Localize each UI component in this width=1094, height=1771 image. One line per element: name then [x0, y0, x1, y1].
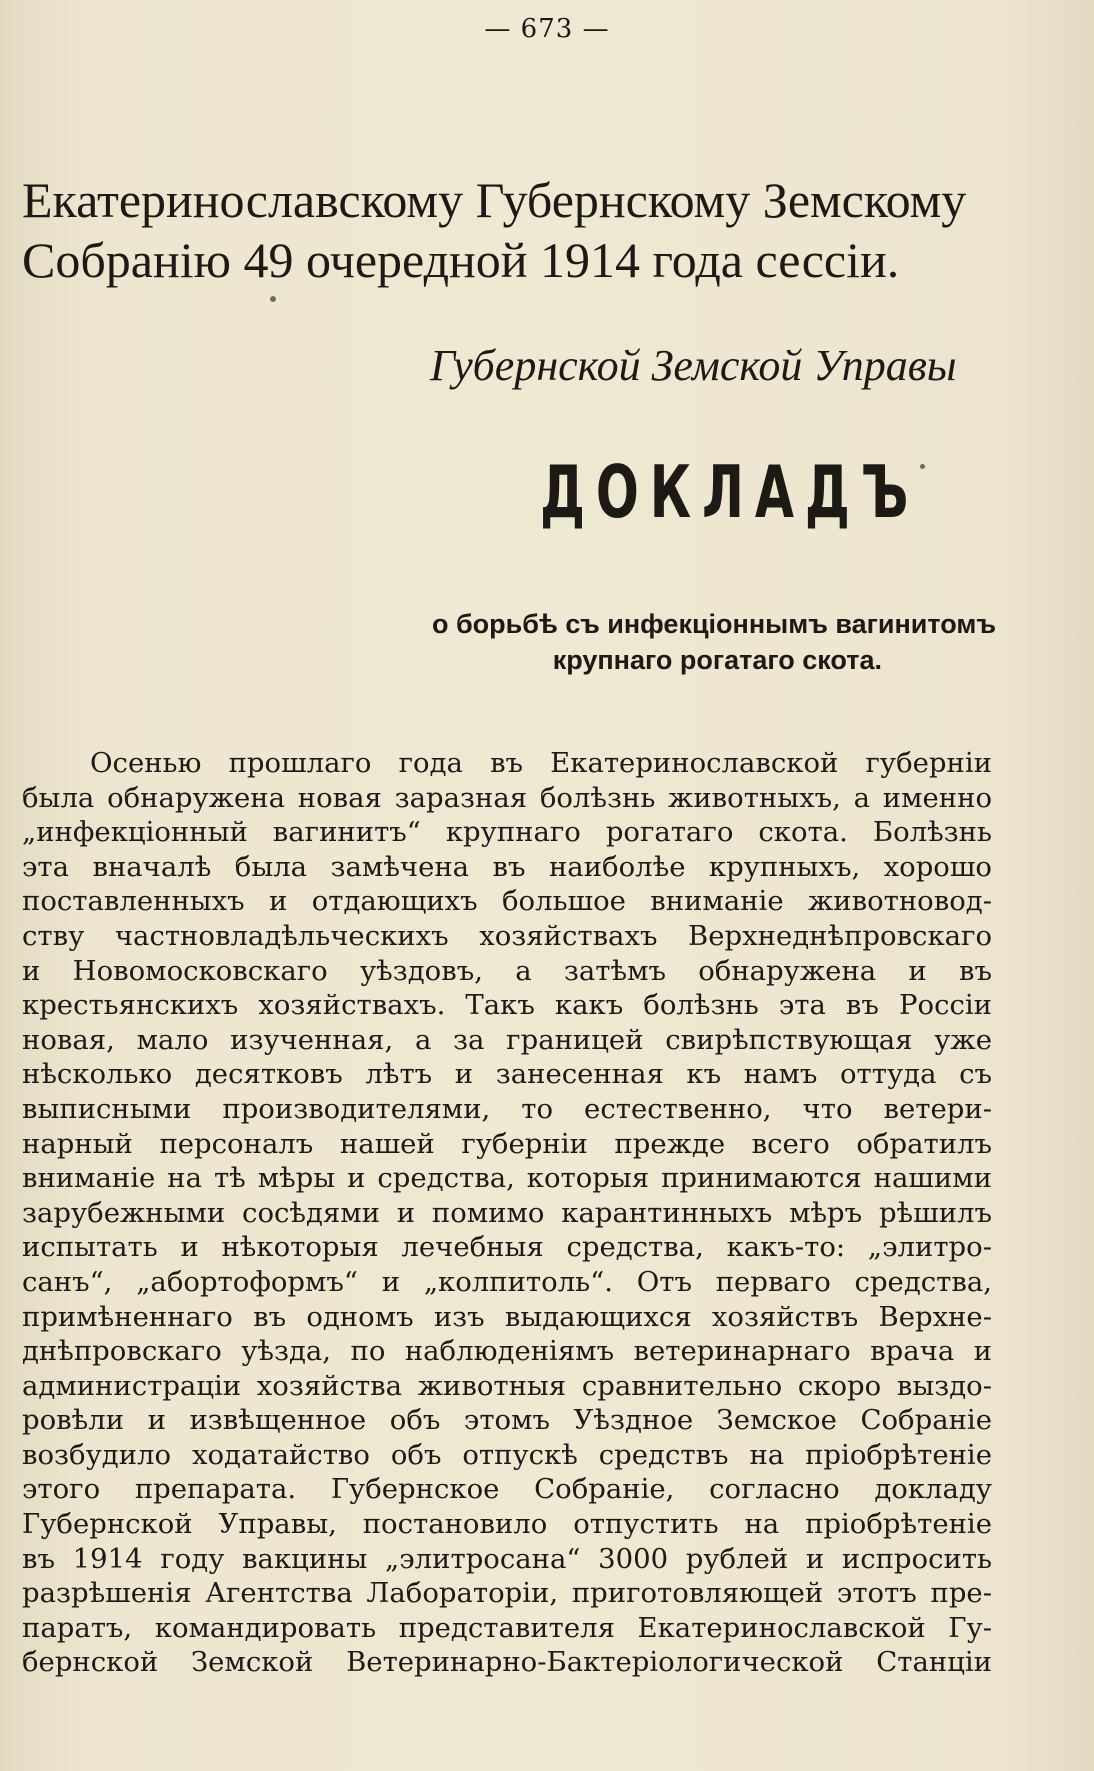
- body-line: „инфекціонный вагинитъ“ крупнаго рогатаго скота. Болѣзнь: [22, 816, 992, 849]
- report-topic-line: крупнаго рогатаго скота.: [552, 645, 882, 675]
- body-line: эта вначалѣ была замѣчена въ наиболѣе крупныхъ, хорошо: [22, 850, 992, 883]
- body-line: зарубежными сосѣдями и помимо карантинныхъ мѣръ рѣшилъ: [22, 1196, 992, 1229]
- issuer-subtitle: Губернской Земской Управы: [430, 341, 957, 390]
- body-line: Губернской Управы, постановило отпустить на пріобрѣтеніе: [22, 1508, 992, 1541]
- ink-spot: [920, 464, 925, 469]
- body-line: въ 1914 году вакцины „элитросана“ 3000 рублей и испросить: [22, 1542, 992, 1575]
- body-line: новая, мало изученная, а за границей свирѣпствующая уже: [22, 1023, 992, 1056]
- title-line: Екатеринославскому Губернскому Земскому: [22, 172, 967, 228]
- body-line: администраціи хозяйства животныя сравнительно скоро выздо-: [22, 1369, 992, 1402]
- body-line: ству частновладѣльческихъ хозяйствахъ Верхнеднѣпровскаго: [22, 919, 992, 952]
- body-line: была обнаружена новая заразная болѣзнь животныхъ, а именно: [22, 781, 992, 814]
- body-line: санъ“, „абортоформъ“ и „колпитоль“. Отъ перваго средства,: [22, 1265, 992, 1298]
- body-line: Осенью прошлаго года въ Екатеринославской губерніи: [90, 747, 992, 779]
- body-line: возбудило ходатайство объ отпускѣ средствъ на пріобрѣтеніе: [22, 1438, 992, 1471]
- title-line: Собранію 49 очередной 1914 года сессіи.: [22, 232, 900, 288]
- body-line: примѣненнаго въ одномъ изъ выдающихся хозяйствъ Верхне-: [22, 1300, 992, 1333]
- body-line: ровѣли и извѣщенное объ этомъ Уѣздное Земское Собраніе: [22, 1404, 992, 1437]
- body-line: вниманіе на тѣ мѣры и средства, которыя принимаются нашими: [22, 1162, 992, 1195]
- report-topic-line: о борьбѣ съ инфекціоннымъ вагинитомъ: [432, 609, 997, 639]
- ink-spot: [270, 296, 276, 302]
- body-line: нѣсколько десятковъ лѣтъ и занесенная къ намъ оттуда съ: [22, 1058, 992, 1091]
- report-heading: ДОКЛАДЪ: [540, 450, 920, 534]
- body-line: выписными производителями, то естественно, что ветери-: [22, 1092, 992, 1125]
- body-line: этого препарата. Губернское Собраніе, согласно докладу: [22, 1473, 992, 1506]
- body-line: паратъ, командировать представителя Екатеринославской Гу-: [22, 1611, 992, 1644]
- body-line: испытать и нѣкоторыя лечебныя средства, какъ-то: „элитро-: [22, 1231, 992, 1264]
- body-line: и Новомосковскаго уѣздовъ, а затѣмъ обнаружена и въ: [22, 954, 992, 987]
- body-line: поставленныхъ и отдающихъ большое вниманіе животновод-: [22, 885, 992, 918]
- body-line: разрѣшенія Агентства Лабораторіи, приготовляющей этотъ пре-: [22, 1577, 992, 1610]
- body-text: [22, 746, 992, 1680]
- body-line: бернской Земской Ветеринарно-Бактеріологической Станціи: [22, 1646, 992, 1679]
- page-number: — 673 —: [484, 14, 610, 44]
- body-line: днѣпровскаго уѣзда, по наблюденіямъ ветеринарнаго врача и: [22, 1335, 992, 1368]
- body-line: нарный персоналъ нашей губерніи прежде всего обратилъ: [22, 1127, 992, 1160]
- document-title: [22, 170, 992, 290]
- report-topic: [432, 606, 997, 678]
- body-line: крестьянскихъ хозяйствахъ. Такъ какъ болѣзнь эта въ Россіи: [22, 989, 992, 1022]
